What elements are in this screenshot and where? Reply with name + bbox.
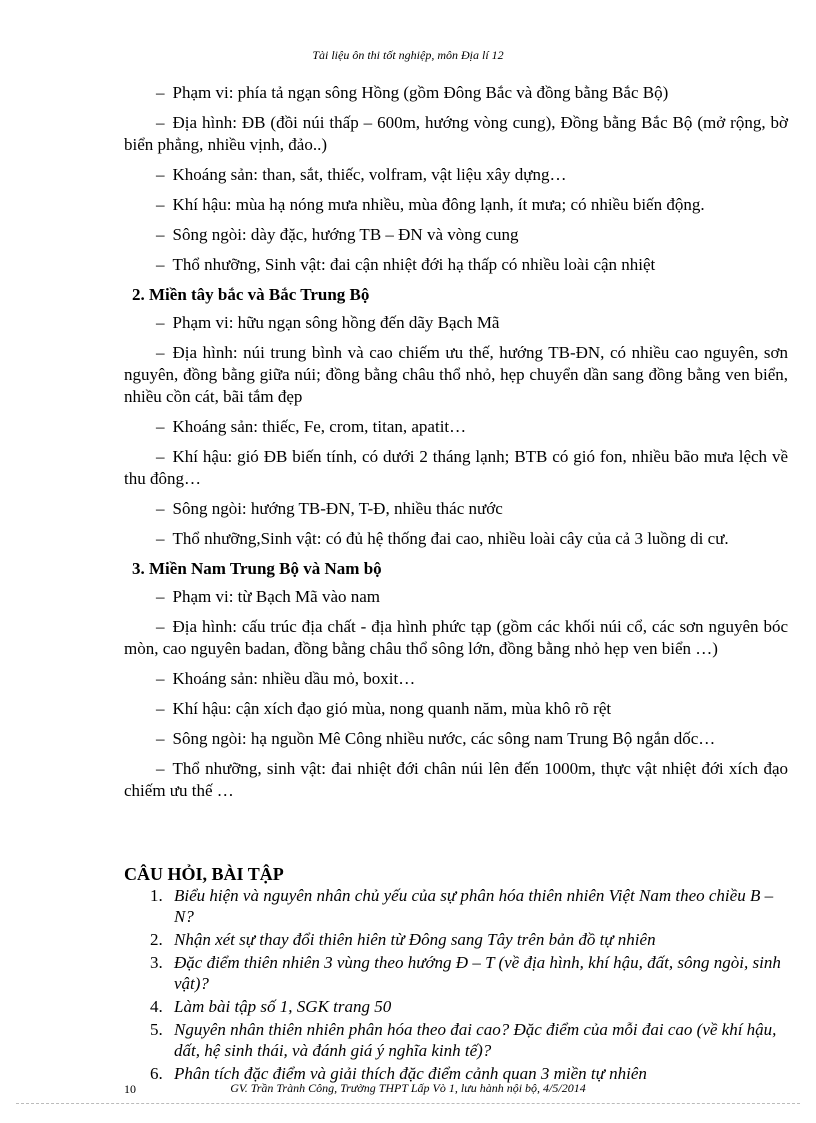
page-divider — [16, 1103, 800, 1104]
page-header: Tài liệu ôn thi tốt nghiệp, môn Địa lí 12 — [312, 48, 504, 62]
list-item: – Phạm vi: từ Bạch Mã vào nam — [156, 587, 381, 606]
list-item: – Phạm vi: hữu ngạn sông hồng đến dãy Bạch Mã — [156, 313, 500, 332]
question-item: 6. Phân tích đặc điểm và giải thích đặc điểm cảnh quan 3 miền tự nhiên — [150, 1064, 647, 1083]
question-item: 2. Nhận xét sự thay đổi thiên hiên từ Đông sang Tây trên bản đồ tự nhiên — [150, 930, 656, 949]
question-item: 3. Đặc điểm thiên nhiên 3 vùng theo hướng Đ – T (về địa hình, khí hậu, đất, sông ngòi, sinh vật)? — [150, 953, 781, 993]
question-item: 5. Nguyên nhân thiên nhiên phân hóa theo đai cao? Đặc điểm của mỗi đai cao (về khí hậu, dất, hệ sinh thái, và đánh giá ý nghĩa kinh tế)? — [150, 1020, 777, 1060]
region-3-list — [124, 586, 788, 802]
section-heading-3: 3. Miền Nam Trung Bộ và Nam bộ — [132, 559, 382, 578]
list-item: – Khí hậu: mùa hạ nóng mưa nhiều, mùa đông lạnh, ít mưa; có nhiều biến động. — [156, 195, 705, 214]
region-1-list — [124, 82, 788, 276]
question-item: 4. Làm bài tập số 1, SGK trang 50 — [150, 997, 392, 1016]
list-item: – Địa hình: ĐB (đồi núi thấp – 600m, hướng vòng cung), Đồng bằng Bắc Bộ (mở rộng, bờ biển phẳng, nhiều vịnh, đảo..) — [124, 113, 788, 154]
region-2-list — [124, 312, 788, 550]
questions-list — [124, 885, 788, 1086]
main-content — [124, 82, 788, 810]
page-number: 10 — [124, 1082, 136, 1096]
list-item: – Khoáng sản: thiếc, Fe, crom, titan, apatit… — [156, 417, 467, 436]
questions-title: CÂU HỎI, BÀI TẬP — [124, 864, 284, 884]
page-footer: GV. Trần Trành Công, Trường THPT Lấp Vò 1, lưu hành nội bộ, 4/5/2014 — [230, 1081, 586, 1095]
list-item: – Thổ nhưỡng, Sinh vật: đai cận nhiệt đới hạ thấp có nhiều loài cận nhiệt — [156, 255, 656, 274]
list-item: – Thổ nhưỡng, sinh vật: đai nhiệt đới chân núi lên đến 1000m, thực vật nhiệt đới xích đạo chiếm ưu thế … — [124, 759, 788, 800]
list-item: – Khí hậu: cận xích đạo gió mùa, nong quanh năm, mùa khô rõ rệt — [156, 699, 612, 718]
list-item: – Phạm vi: phía tả ngạn sông Hồng (gồm Đông Bắc và đồng bằng Bắc Bộ) — [156, 83, 669, 102]
list-item: – Sông ngòi: hạ nguồn Mê Công nhiều nước, các sông nam Trung Bộ ngắn dốc… — [156, 729, 716, 748]
list-item: – Thổ nhưỡng,Sinh vật: có đủ hệ thống đai cao, nhiều loài cây của cả 3 luồng di cư. — [156, 529, 729, 548]
section-heading-2: 2. Miền tây bắc và Bắc Trung Bộ — [132, 285, 370, 304]
list-item: – Địa hình: núi trung bình và cao chiếm ưu thế, hướng TB-ĐN, có nhiều cao nguyên, sơn nguyên, đồng bằng giữa núi; đồng bằng châu thổ nhỏ, hẹp chuyển dần sang đồng bằng ven biển, nhiều cồn cát, bãi tắm đẹp — [124, 343, 788, 406]
question-item: 1. Biểu hiện và nguyên nhân chủ yếu của sự phân hóa thiên nhiên Việt Nam theo chiều B – N? — [150, 886, 774, 926]
list-item: – Khoáng sản: nhiều dầu mỏ, boxit… — [156, 669, 416, 688]
list-item: – Khoáng sản: than, sắt, thiếc, volfram, vật liệu xây dựng… — [156, 165, 567, 184]
list-item: – Sông ngòi: hướng TB-ĐN, T-Đ, nhiều thác nước — [156, 499, 503, 518]
list-item: – Địa hình: cấu trúc địa chất - địa hình phức tạp (gồm các khối núi cổ, các sơn nguyên bóc mòn, cao nguyên badan, đồng bằng châu thổ sông lớn, đồng bằng nhỏ hẹp ven biển …) — [124, 617, 788, 658]
list-item: – Khí hậu: gió ĐB biến tính, có dưới 2 tháng lạnh; BTB có gió fon, nhiều bão mưa lệch về thu đông… — [124, 447, 788, 488]
list-item: – Sông ngòi: dày đặc, hướng TB – ĐN và vòng cung — [156, 225, 519, 244]
